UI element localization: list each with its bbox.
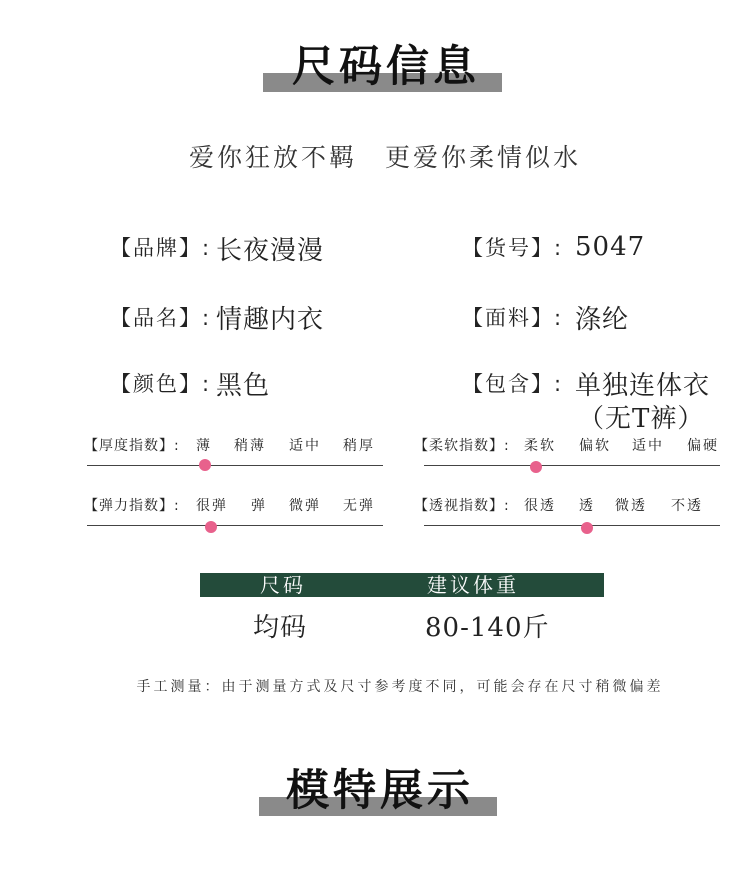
thickness-label: 【厚度指数】: [84,438,180,454]
elasticity-option: 很弹 [196,498,228,514]
weight-column-header: 建议体重 [427,573,519,597]
transparency-option: 透 [579,498,595,514]
transparency-option: 微透 [615,498,647,514]
slogan: 爱你狂放不羁 更爱你柔情似水 [188,143,581,172]
transparency-label: 【透视指数】: [414,498,510,514]
size-column-header: 尺码 [260,573,306,597]
softness-option: 适中 [632,438,664,454]
elasticity-option: 弹 [251,498,267,514]
elasticity-option: 无弹 [343,498,375,514]
thickness-option: 稍薄 [234,438,266,454]
item-no-label: 【货号】: [462,236,564,260]
softness-label: 【柔软指数】: [414,438,510,454]
elasticity-label: 【弹力指数】: [84,498,180,514]
thickness-track [87,465,383,466]
include-label: 【包含】: [462,372,564,396]
softness-track [424,465,720,466]
transparency-option: 很透 [524,498,556,514]
model-section-title: 模特展示 [286,766,474,816]
elasticity-option: 微弹 [289,498,321,514]
softness-option: 柔软 [524,438,556,454]
item-no-value: 5047 [575,232,646,262]
softness-option: 偏硬 [687,438,719,454]
elasticity-indicator [205,521,217,533]
color-label: 【颜色】: [110,372,212,396]
softness-option: 偏软 [579,438,611,454]
thickness-indicator [199,459,211,471]
name-label: 【品名】: [110,306,212,330]
measurement-note: 手工测量：由于测量方式及尺寸参考度不同，可能会存在尺寸稍微偏差 [136,679,664,695]
brand-label: 【品牌】: [110,236,212,260]
include-value-line1: 单独连体衣 [575,371,711,401]
size-cell: 均码 [253,613,308,643]
thickness-option: 薄 [196,438,212,454]
name-value: 情趣内衣 [216,305,325,335]
brand-value: 长夜漫漫 [216,236,325,266]
fabric-value: 涤纶 [575,305,630,335]
weight-cell: 80-140斤 [425,613,550,643]
transparency-indicator [581,522,593,534]
color-value: 黑色 [216,371,271,401]
softness-indicator [530,461,542,473]
transparency-track [424,525,720,526]
fabric-label: 【面料】: [462,306,564,330]
size-section-title: 尺码信息 [292,42,480,92]
thickness-option: 适中 [289,438,321,454]
thickness-option: 稍厚 [343,438,375,454]
transparency-option: 不透 [671,498,703,514]
elasticity-track [87,525,383,526]
include-value-line2: （无T裤） [578,404,705,434]
